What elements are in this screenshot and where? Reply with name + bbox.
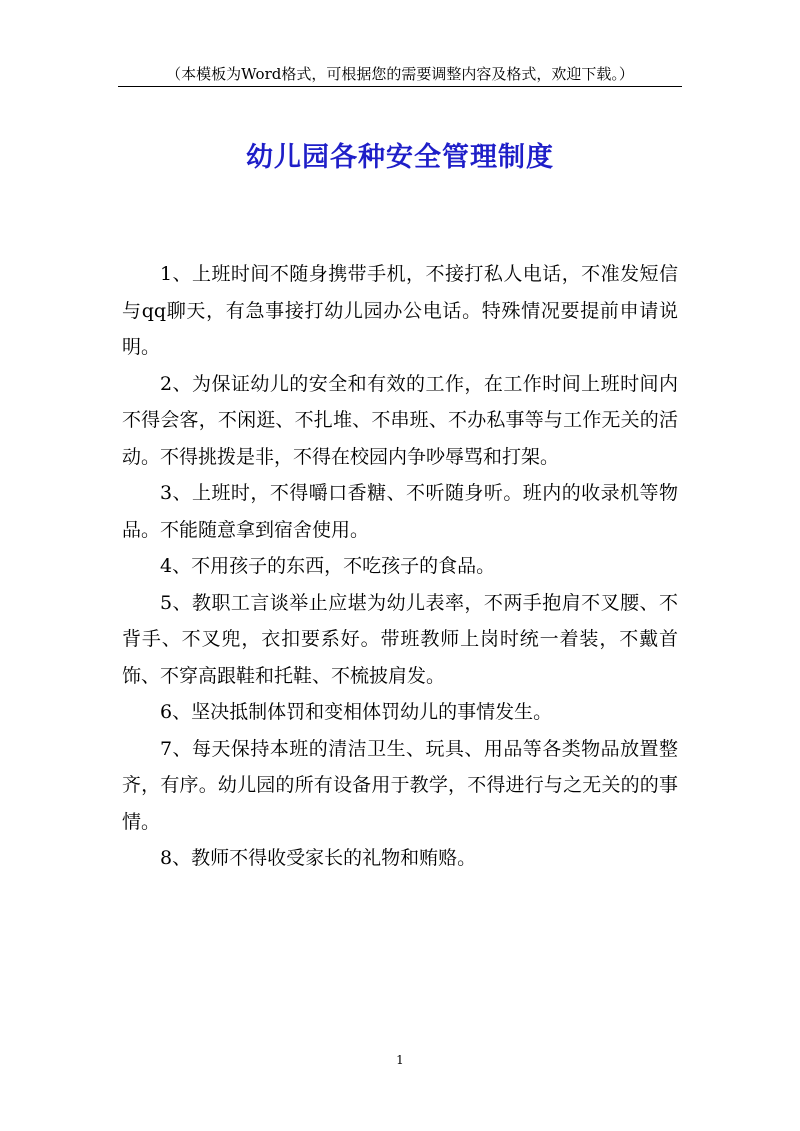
document-body [122, 256, 678, 877]
header-note: （本模板为Word格式，可根据您的需要调整内容及格式，欢迎下载。） [166, 65, 634, 83]
paragraph-2: 2、为保证幼儿的安全和有效的工作，在工作时间上班时间内不得会客，不闲逛、不扎堆、不串班、不办私事等与工作无关的活动。不得挑拨是非，不得在校园内争吵辱骂和打架。 [122, 372, 678, 468]
paragraph-6: 6、坚决抵制体罚和变相体罚幼儿的事情发生。 [160, 701, 553, 723]
paragraph-5: 5、教职工言谈举止应堪为幼儿表率，不两手抱肩不叉腰、不背手、不叉兜，衣扣要系好。带班教师上岗时统一着装，不戴首饰、不穿高跟鞋和托鞋、不梳披肩发。 [122, 591, 678, 687]
page-number: 1 [396, 1053, 404, 1067]
paragraph-3: 3、上班时，不得嚼口香糖、不听随身听。班内的收录机等物品。不能随意拿到宿舍使用。 [122, 482, 678, 541]
paragraph-8: 8、教师不得收受家长的礼物和贿赂。 [160, 847, 477, 869]
paragraph-7: 7、每天保持本班的清洁卫生、玩具、用品等各类物品放置整齐，有序。幼儿园的所有设备用于教学，不得进行与之无关的的事情。 [122, 737, 678, 833]
paragraph-4: 4、不用孩子的东西，不吃孩子的食品。 [160, 555, 496, 577]
paragraph-1: 1、上班时间不随身携带手机，不接打私人电话，不准发短信与qq聊天，有急事接打幼儿园办公电话。特殊情况要提前申请说明。 [122, 263, 678, 358]
header-divider [118, 86, 682, 87]
document-title: 幼儿园各种安全管理制度 [246, 142, 554, 173]
